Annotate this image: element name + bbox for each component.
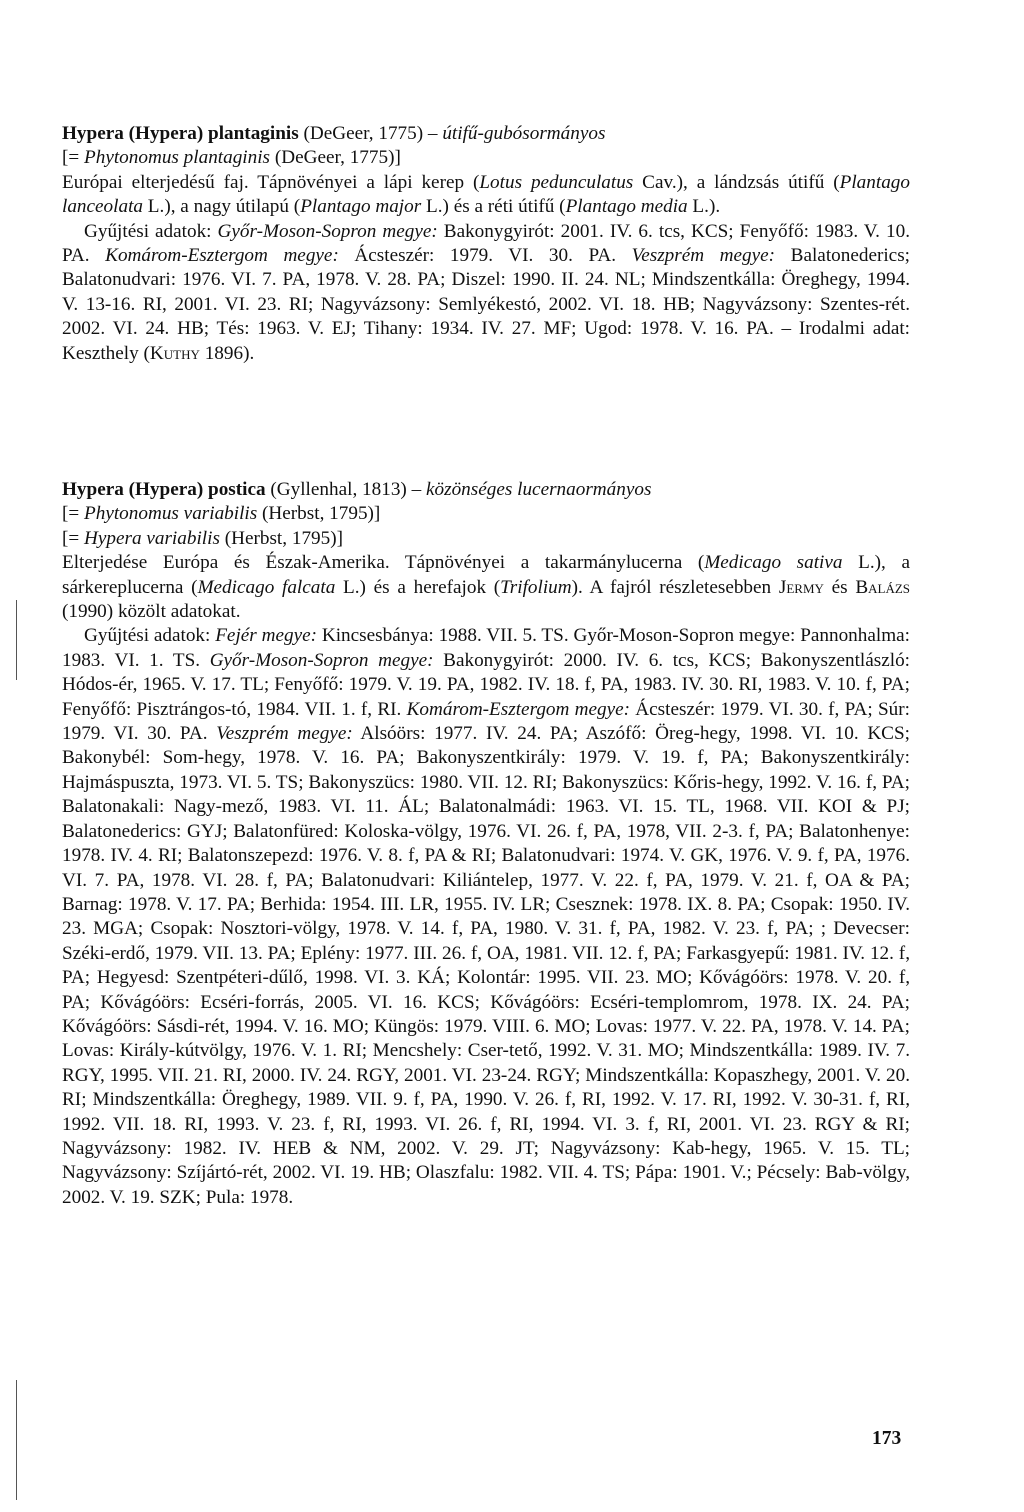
text: Gyűjtési adatok:: [84, 220, 218, 242]
county: Fejér megye:: [215, 625, 317, 647]
text: Európai elterjedésű faj. Tápnövényei a lápi kerep (: [62, 171, 480, 193]
text: Gyűjtési adatok:: [84, 625, 216, 647]
text: és: [823, 576, 856, 598]
taxon: Trifolium: [500, 576, 572, 598]
author-ref: Balázs: [855, 576, 911, 598]
synonym-author: (DeGeer, 1775)]: [270, 147, 401, 169]
taxon: Lotus pedunculatus: [479, 171, 634, 193]
synonym-author: (Herbst, 1795)]: [257, 503, 381, 525]
distribution-paragraph: [62, 551, 910, 624]
bracket-open: [=: [62, 147, 85, 169]
common-name: közönséges lucernaormányos: [426, 479, 652, 500]
collection-data-paragraph: [62, 220, 910, 366]
text: Cav.), a lándzsás útifű (: [633, 171, 840, 193]
text: L.) és a herefajok (: [335, 576, 501, 598]
collection-data-paragraph: [62, 624, 910, 1210]
species-heading: [62, 122, 910, 146]
county: Győr-Moson-Sopron megye:: [209, 649, 434, 671]
subgenus: (Hypera): [128, 479, 204, 500]
taxon: Medicago sativa: [704, 552, 843, 574]
county: Győr-Moson-Sopron megye:: [217, 220, 438, 242]
text: Alsóörs: 1977. IV. 24. PA; Aszófő: Öreg-hegy, 1998. VI. 10. KCS; Bakonybél: Som-hegy, 1978. V. 16. PA; Bakonyszentkirály: 1979. V. 19. f, PA; Bakonyszentkirály: Hajmáspuszta, 1973. VI. 5. TS; Bakonyszücs: 1980. VII. 12. RI; Bakonyszücs: Kőris-hegy, 1992. V. 16. f, PA; Balatonakali: Nagy-mező, 1983. VI. 11. ÁL; Balatonalmádi: 1963. VI. 15. TL, 1968. VII. KOI & PJ; Balatonederics: GYJ; Balatonfüred: Koloska-völgy, 1976. VI. 26. f, PA, 1978, VII. 2-3. f, PA; Balatonhenye: 1978. IV. 4. RI; Balatonszepezd: 1976. V. 8. f, PA & RI; Balatonudvari: 1974. V. GK, 1976. V. 9. f, PA, 1976. VI. 7. PA, 1978. VI. 28. f, PA; Balatonudvari: Kiliántelep, 1977. V. 22. f, PA, 1979. V. 21. f, OA & PA; Barnag: 1978. V. 17. PA; Berhida: 1954. III. LR, 1955. IV. LR; Csesznek: 1978. IX. 8. PA; Csopak: 1950. IV. 23. MGA; Csopak: Nosztori-völgy, 1978. V. 14. f, PA, 1980. V. 31. f, PA, 1982. V. 23. f, PA; ; Devecser: Széki-erdő, 1979. VII. 13. PA; Eplény: 1977. III. 26. f, OA, 1981. VII. 12. f, PA; Farkasgyepű: 1981. IV. 12. f, PA; Hegyesd: Szentpéteri-dűlő, 1998. VI. 3. KÁ; Kolontár: 1995. VII. 23. MO; Kővágóörs: 1978. V. 20. f, PA; Kővágóörs: Ecséri-forrás, 2005. VI. 16. KCS; Kővágóörs: Ecséri-templomrom, 1978. IX. 24. PA; Kővágóörs: Sásdi-rét, 1994. V. 16. MO; Küngös: 1979. VIII. 6. MO; Lovas: 1977. V. 22. PA, 1978. V. 14. PA; Lovas: Király-kútvölgy, 1976. V. 1. RI; Mencshely: Cser-tető, 1992. V. 31. MO; Mindszentkálla: 1989. IV. 7. RGY, 1995. VII. 21. RI, 2000. IV. 24. RGY, 2001. VI. 23-24. RGY; Mindszentkálla: Kopaszhegy, 2001. V. 20. RI; Mindszentkálla: Öreghegy, 1989. VII. 9. f, PA, 1990. V. 26. f, RI, 1992. V. 17. RI, 1992. V. 30-31. f, RI, 1992. VII. 18. RI, 1993. V. 23. f, RI, 1993. VI. 26. f, RI, 1994. VI. 3. f, RI, 2001. VI. 23. RGY & RI; Nagyvázsony: 1982. IV. HEB & NM, 2002. V. 29. JT; Nagyvázsony: Kab-hegy, 1965. V. 15. TL; Nagyvázsony: Szíjártó-rét, 2002. VI. 19. HB; Olaszfalu: 1982. VII. 4. TS; Pápa: 1901. V.; Pécsely: Bab-völgy, 2002. V. 19. SZK; Pula: 1978.: [62, 723, 910, 1208]
synonym-line: [62, 146, 910, 170]
text: Bakonygyirót: 2000. IV. 6. tcs, KCS; Bakonyszentlászló: Hódos-ér, 1965. V. 17. TL; Fenyőfő: 1979. V. 19. PA, 1982. IV. 18. f, PA, 1983. IV. 30. RI, 1983. V. 10. f, PA; Fenyőfő: Pisztrángos-tó, 1984. VII. 1. f, RI.: [62, 649, 910, 720]
subgenus: (Hypera): [128, 123, 204, 144]
synonym-line: [62, 527, 910, 551]
synonym-name: Hypera variabilis: [84, 527, 220, 549]
taxon: Plantago lanceolata: [62, 171, 910, 218]
taxon: Medicago falcata: [197, 576, 336, 598]
text: (1990) közölt adatokat.: [62, 601, 241, 623]
county: Komárom-Esztergom megye:: [406, 698, 631, 720]
synonym-line: [62, 502, 910, 526]
text: L.), a nagy útilapú (: [143, 196, 301, 218]
text: L.) és a réti útifű (: [421, 196, 566, 218]
author-ref: Jermy: [778, 576, 824, 598]
synonym-name: Phytonomus plantaginis: [84, 147, 271, 169]
scan-edge-line: [16, 600, 17, 680]
genus: Hypera: [62, 123, 124, 144]
species-heading: [62, 478, 910, 502]
text: Ácsteszér: 1979. VI. 30. f, PA; Súr: 1979. VI. 30. PA.: [62, 698, 910, 745]
author: (Gyllenhal, 1813) –: [270, 479, 422, 500]
text: Kincsesbánya: 1988. VII. 5. TS. Győr-Moson-Sopron megye: Pannonhalma: 1983. VI. 1. TS.: [62, 625, 910, 671]
bracket-open: [=: [62, 503, 85, 525]
text: ). A fajról részletesebben: [571, 576, 779, 598]
synonym-author: (Herbst, 1795)]: [219, 527, 344, 549]
genus: Hypera: [62, 479, 124, 500]
distribution-paragraph: [62, 171, 910, 220]
county: Komárom-Esztergom megye:: [105, 245, 339, 267]
text: Elterjedése Európa és Észak-Amerika. Tápnövényei a takarmánylucerna (: [62, 552, 705, 574]
text: Ácsteszér: 1979. VI. 30. PA.: [338, 245, 632, 267]
text: L.).: [687, 196, 721, 218]
author: (DeGeer, 1775) –: [303, 123, 438, 144]
author-ref: Kuthy: [149, 342, 200, 364]
entry-hypera-postica: [62, 478, 910, 1210]
taxon: Plantago media: [565, 196, 688, 218]
species-name: postica: [208, 479, 266, 500]
common-name: útifű-gubósormányos: [442, 123, 606, 144]
text: L.), a sárkereplucerna (: [62, 552, 910, 598]
county: Veszprém megye:: [216, 723, 353, 745]
taxon: Plantago major: [300, 196, 422, 218]
page-number: 173: [872, 1428, 902, 1449]
text: Balatonederics; Balatonudvari: 1976. VI. 7. PA, 1978. V. 28. PA; Diszel: 1990. II. 24. NL; Mindszentkálla: Öreghegy, 1994. V. 13-16. RI, 2001. VI. 23. RI; Nagyvázsony: Semlyékestó, 2002. VI. 18. HB; Nagyvázsony: Szentes-rét. 2002. VI. 24. HB; Tés: 1963. V. EJ; Tihany: 1934. IV. 27. MF; Ugod: 1978. V. 16. PA. – Irodalmi adat: Keszthely (: [62, 245, 910, 364]
species-name: plantaginis: [208, 123, 299, 144]
bracket-open: [=: [62, 527, 85, 549]
text: Bakonygyirót: 2001. IV. 6. tcs, KCS; Fenyőfő: 1983. V. 10. PA.: [62, 220, 910, 267]
scan-edge-line: [16, 1380, 17, 1500]
entry-hypera-plantaginis: [62, 122, 910, 366]
synonym-name: Phytonomus variabilis: [84, 503, 258, 525]
text: 1896).: [199, 342, 255, 364]
county: Veszprém megye:: [631, 245, 776, 267]
